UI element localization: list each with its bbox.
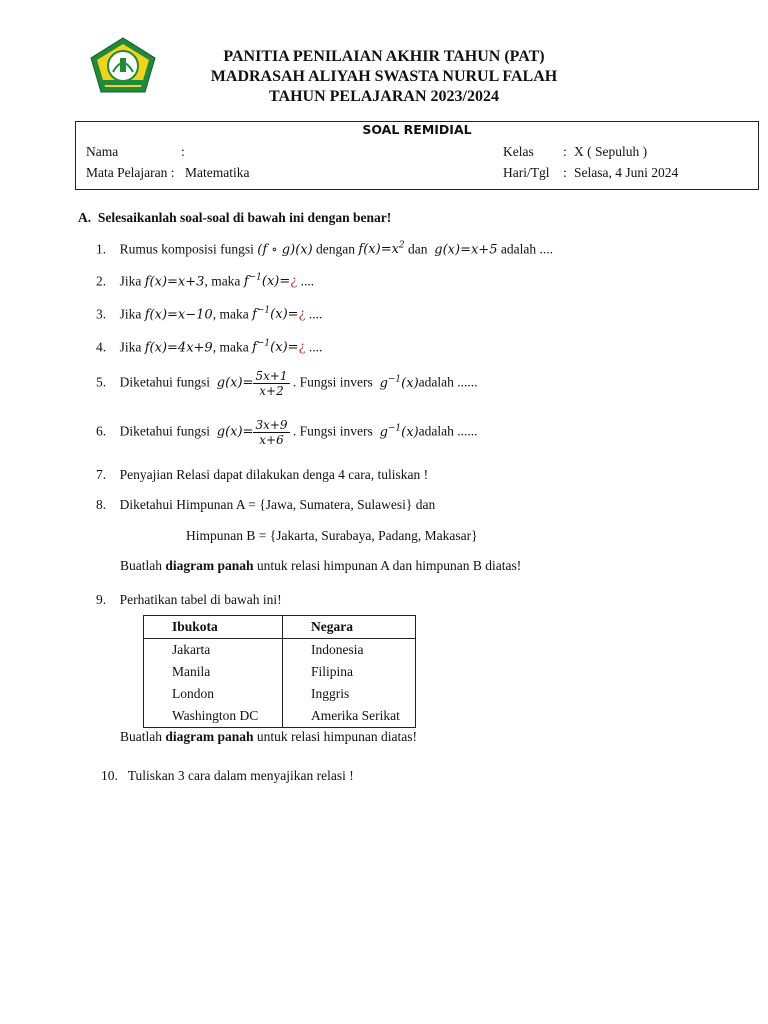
math-expression: g(x)=	[216, 375, 254, 391]
question-8-instruction	[120, 558, 521, 574]
table-header-row	[144, 616, 416, 639]
hari-separator: :	[563, 165, 567, 180]
fraction	[253, 369, 289, 398]
table-row	[144, 661, 416, 683]
question-number: 4.	[96, 339, 107, 355]
question-text: ....	[300, 273, 315, 289]
question-number: 2.	[96, 273, 107, 289]
question-1	[96, 241, 553, 257]
question-5	[96, 369, 478, 398]
math-expression: $f^{-1}(x)=¿$	[252, 306, 306, 323]
question-8-set-b: Himpunan B = {Jakarta, Surabaya, Padang, Makasar}	[186, 528, 478, 543]
fraction-denominator: x+6	[259, 433, 284, 447]
header-line-1: PANITIA PENILAIAN AKHIR TAHUN (PAT)	[223, 48, 545, 65]
question-text: . Fungsi invers	[292, 374, 373, 390]
table-cell: Indonesia	[283, 639, 416, 662]
question-9-instruction	[120, 729, 417, 745]
mapel-label: Mata Pelajaran :	[86, 165, 175, 180]
instruction-text: untuk relasi himpunan diatas!	[256, 729, 417, 744]
table-header: Negara	[283, 616, 416, 639]
instruction-emphasis: diagram panah	[165, 729, 254, 744]
question-text: Diketahui Himpunan A = {Jawa, Sumatera, Sulawesi} dan	[119, 497, 436, 512]
question-text: Diketahui fungsi	[119, 423, 210, 439]
question-number: 10.	[101, 768, 118, 783]
question-text: Tuliskan 3 cara dalam menyajikan relasi !	[127, 768, 354, 783]
math-expression: f(x)=x+3	[144, 274, 205, 290]
math-expression: $f^{-1}(x)=¿$	[243, 273, 298, 290]
question-text: adalah ....	[500, 241, 553, 257]
question-4	[96, 339, 322, 355]
math-expression: (f ∘ g)(x)	[257, 242, 313, 258]
question-text: ....	[308, 306, 323, 322]
question-text: Penyajian Relasi dapat dilakukan denga 4 cara, tuliskan !	[119, 467, 429, 482]
math-expression: f(x)=4x+9	[144, 340, 213, 356]
table-header: Ibukota	[144, 616, 283, 639]
question-text: adalah ......	[418, 374, 478, 390]
instruction-text: Buatlah	[120, 729, 162, 744]
question-number: 9.	[96, 592, 107, 607]
table-cell: Washington DC	[144, 705, 283, 728]
kelas-value: X ( Sepuluh )	[574, 144, 648, 159]
math-expression: $g^{-1}(x)$	[379, 423, 419, 440]
table-cell: Manila	[144, 661, 283, 683]
section-title: Selesaikanlah soal-soal di bawah ini dengan benar!	[97, 210, 392, 225]
question-text: , maka	[212, 339, 249, 355]
table-cell: Inggris	[283, 683, 416, 705]
header-line-3: TAHUN PELAJARAN 2023/2024	[269, 88, 499, 105]
question-number: 1.	[96, 241, 107, 257]
question-10	[101, 768, 354, 784]
math-expression: g(x)=x+5	[434, 242, 498, 258]
math-expression: $f(x)=x^2$	[358, 241, 405, 258]
question-3	[96, 306, 322, 322]
table-cell: London	[144, 683, 283, 705]
math-expression: $g^{-1}(x)$	[379, 374, 419, 391]
question-text: Jika	[119, 339, 142, 355]
table-row	[144, 705, 416, 728]
info-box-title: SOAL REMIDIAL	[362, 122, 472, 137]
instruction-text: Buatlah	[120, 558, 162, 573]
question-number: 8.	[96, 497, 107, 512]
question-text: Jika	[119, 273, 142, 289]
question-number: 7.	[96, 467, 107, 482]
question-text: Rumus komposisi fungsi	[119, 241, 254, 257]
mapel-value: Matematika	[185, 165, 250, 180]
kelas-separator: :	[563, 144, 567, 159]
question-number: 6.	[96, 423, 107, 439]
hari-label: Hari/Tgl	[503, 165, 550, 180]
question-text: , maka	[204, 273, 241, 289]
question-number: 3.	[96, 306, 107, 322]
capital-country-table	[143, 615, 416, 728]
question-text: Diketahui fungsi	[119, 374, 210, 390]
instruction-text: untuk relasi himpunan A dan himpunan B diatas!	[256, 558, 522, 573]
fraction	[253, 418, 289, 447]
fraction-numerator: 5x+1	[255, 369, 288, 383]
question-text: ....	[308, 339, 323, 355]
question-text: dan	[408, 241, 428, 257]
hari-value: Selasa, 4 Juni 2024	[574, 165, 679, 180]
section-heading	[78, 210, 391, 226]
kelas-label: Kelas	[503, 144, 534, 159]
table-cell: Amerika Serikat	[283, 705, 416, 728]
math-expression: $f^{-1}(x)=¿$	[252, 339, 306, 356]
table-row	[144, 683, 416, 705]
section-marker: A.	[78, 210, 92, 225]
nama-label: Nama	[86, 144, 119, 159]
table-cell: Filipina	[283, 661, 416, 683]
question-text: . Fungsi invers	[292, 423, 373, 439]
fraction-denominator: x+2	[259, 384, 284, 398]
question-6	[96, 418, 478, 447]
header-line-2: MADRASAH ALIYAH SWASTA NURUL FALAH	[210, 68, 558, 85]
fraction-numerator: 3x+9	[255, 418, 288, 432]
nama-separator: :	[181, 144, 185, 159]
question-text: adalah ......	[418, 423, 478, 439]
question-text: dengan	[316, 241, 356, 257]
question-text: Perhatikan tabel di bawah ini!	[119, 592, 282, 607]
question-9	[96, 592, 282, 608]
question-text: Jika	[119, 306, 142, 322]
table-row	[144, 639, 416, 662]
question-text: , maka	[212, 306, 249, 322]
question-number: 5.	[96, 374, 107, 390]
math-expression: f(x)=x−10	[144, 307, 213, 323]
table-cell: Jakarta	[144, 639, 283, 662]
instruction-emphasis: diagram panah	[165, 558, 254, 573]
math-expression: g(x)=	[216, 424, 254, 440]
question-2	[96, 273, 314, 289]
question-7	[96, 467, 428, 483]
question-8	[96, 497, 435, 513]
